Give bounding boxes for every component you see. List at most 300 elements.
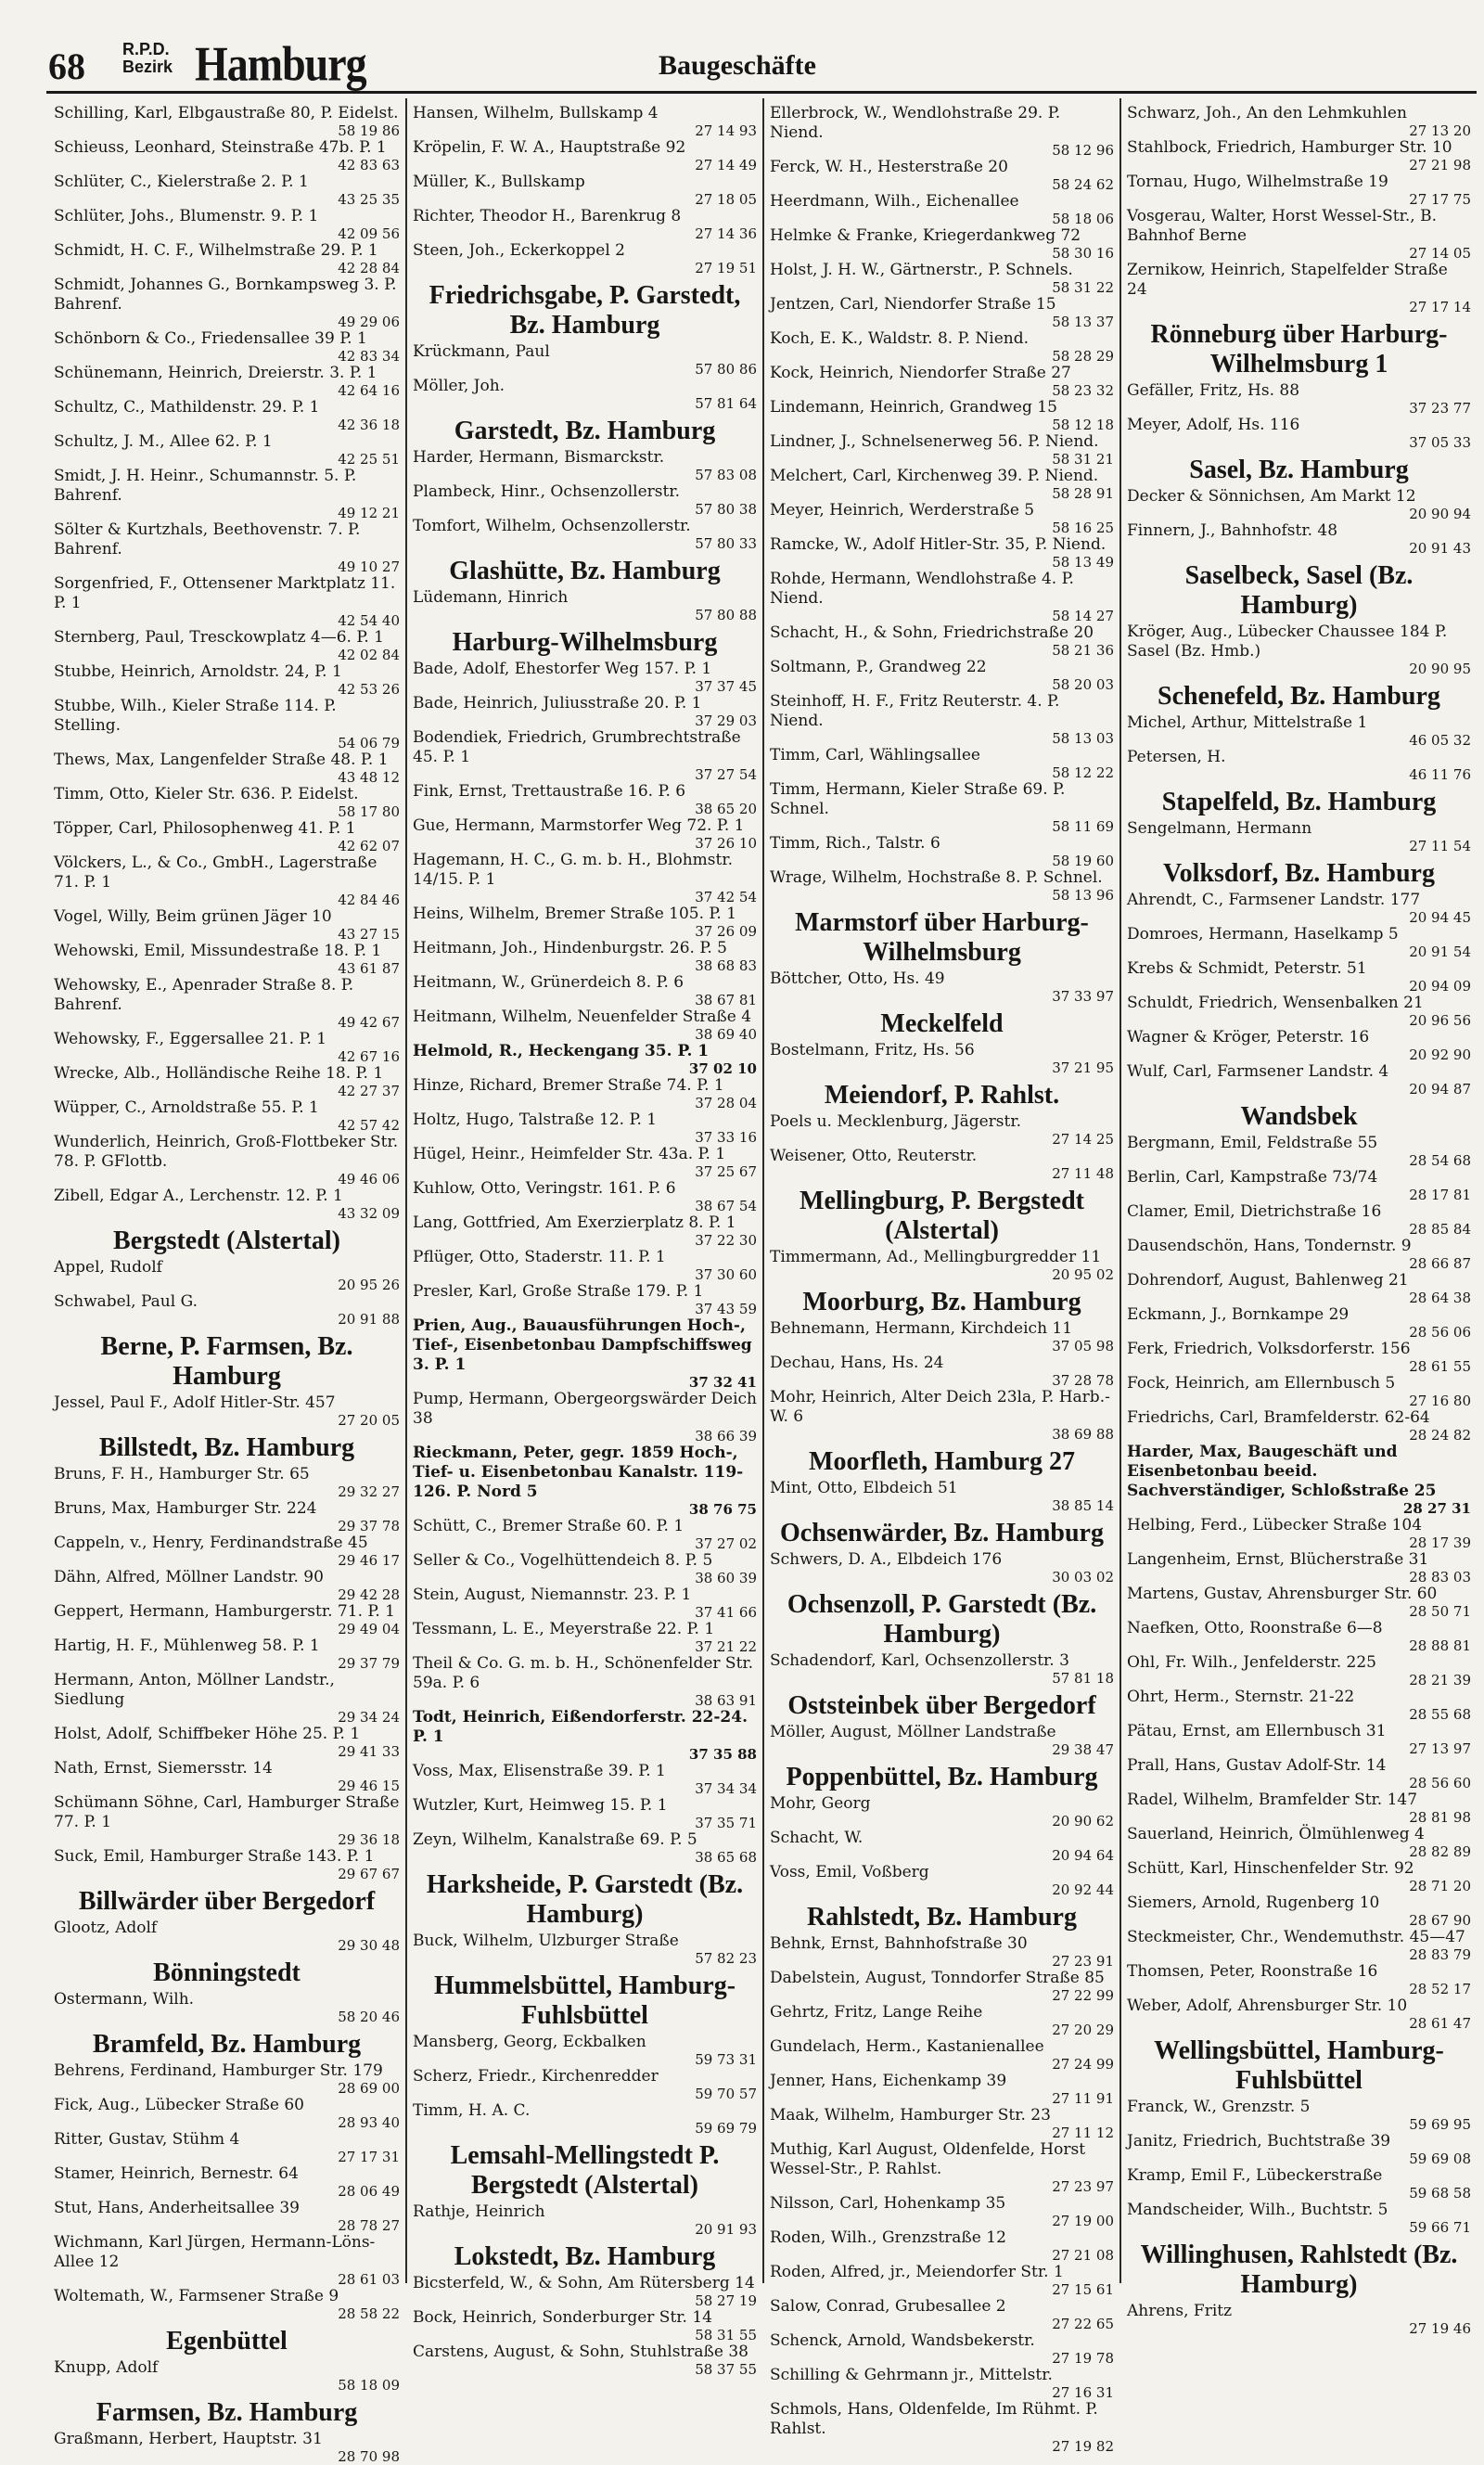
listing-entry (770, 1147, 1114, 1181)
listing-entry (413, 104, 757, 138)
directory-columns (48, 98, 1477, 2465)
locality-heading: Marmstorf über Harburg-Wilhelmsburg (795, 908, 1089, 967)
listing-text: Clamer, Emil, Dietrichstraße 16 (1127, 1202, 1382, 1221)
listing-entry (413, 2308, 757, 2343)
phone-number: 27 17 75 (1409, 191, 1471, 208)
listing-text: Stein, August, Niemannstr. 23. P. 1 (413, 1586, 692, 1604)
phone-number: 58 13 49 (1052, 554, 1114, 571)
phone-number: 59 66 71 (1409, 2219, 1471, 2236)
listing-text: Prall, Hans, Gustav Adolf-Str. 14 (1127, 1756, 1387, 1775)
listing-text: Schacht, H., & Sohn, Friedrichstraße 20 (770, 623, 1094, 642)
listing-text: Ohl, Fr. Wilh., Jenfelderstr. 225 (1127, 1653, 1376, 1672)
phone-number: 37 30 60 (695, 1266, 757, 1283)
locality-heading: Bramfeld, Bz. Hamburg (92, 2030, 362, 2059)
phone-number: 37 22 30 (695, 1232, 757, 1249)
phone-number: 28 83 03 (1409, 1569, 1471, 1586)
listing-entry (1127, 713, 1471, 748)
phone-number: 27 22 99 (1052, 1987, 1114, 2004)
listing-entry (413, 1213, 757, 1248)
locality-heading: Hummelsbüttel, Hamburg-Fuhlsbüttel (433, 1971, 736, 2030)
listing-entry (54, 662, 400, 697)
phone-number: 49 12 21 (338, 505, 400, 521)
phone-number: 28 71 20 (1409, 1878, 1471, 1894)
phone-number: 37 23 77 (1409, 400, 1471, 417)
listing-entry (54, 467, 400, 520)
listing-entry (1127, 138, 1471, 173)
listing-entry (770, 2072, 1114, 2106)
phone-number: 57 80 38 (695, 501, 757, 518)
phone-number: 43 27 15 (338, 926, 400, 943)
listing-entry (413, 1586, 757, 1620)
listing-text: Carstens, August, & Sohn, Stuhlstraße 38 (413, 2343, 748, 2361)
listing-entry (1127, 173, 1471, 207)
listing-text: Behnemann, Hermann, Kirchdeich 11 (770, 1319, 1073, 1338)
listing-text: Steen, Joh., Eckerkoppel 2 (413, 241, 626, 260)
listing-entry (770, 329, 1114, 364)
listing-text: Ferck, W. H., Hesterstraße 20 (770, 158, 1008, 176)
listing-text: Sternberg, Paul, Tresckowplatz 4—6. P. 1 (54, 628, 384, 647)
listing-text: Schenck, Arnold, Wandsbekerstr. (770, 2331, 1035, 2350)
listing-text: Helmke & Franke, Kriegerdankweg 72 (770, 226, 1081, 245)
listing-entry (770, 104, 1114, 158)
phone-number: 37 41 66 (695, 1604, 757, 1621)
listing-entry (1127, 623, 1471, 676)
listing-entry (54, 1465, 400, 1499)
listing-entry (1127, 1962, 1471, 1996)
listing-entry (1127, 1585, 1471, 1619)
listing-text: Zibell, Edgar A., Lerchenstr. 12. P. 1 (54, 1187, 343, 1205)
listing-entry (54, 574, 400, 628)
listing-text: Pätau, Ernst, am Ellernbusch 31 (1127, 1722, 1387, 1740)
listing-entry (413, 2101, 757, 2136)
listing-entry (770, 1319, 1114, 1354)
listing-entry (54, 1637, 400, 1671)
phone-number: 37 33 16 (695, 1129, 757, 1146)
listing-entry (1127, 1202, 1471, 1237)
listing-text: Salow, Conrad, Grubesallee 2 (770, 2297, 1006, 2316)
listing-entry (413, 1708, 757, 1762)
listing-entry (1127, 1756, 1471, 1791)
listing-entry (1127, 1443, 1471, 1516)
listing-entry (1127, 1028, 1471, 1062)
phone-number: 57 83 08 (695, 467, 757, 483)
phone-number: 58 28 29 (1052, 348, 1114, 365)
phone-number: 58 30 16 (1052, 245, 1114, 262)
listing-text: Schlüter, Johs., Blumenstr. 9. P. 1 (54, 207, 319, 225)
locality-heading: Meckelfeld (880, 1009, 1004, 1038)
listing-text: Krebs & Schmidt, Peterstr. 51 (1127, 959, 1367, 978)
phone-number: 28 82 89 (1409, 1843, 1471, 1860)
listing-text: Krückmann, Paul (413, 342, 550, 361)
listing-text: Tornau, Hugo, Wilhelmstraße 19 (1127, 173, 1388, 191)
listing-text: Stubbe, Wilh., Kieler Straße 114. P. Stelling. (54, 697, 337, 735)
listing-entry (770, 2106, 1114, 2140)
listing-text: Kock, Heinrich, Niendorfer Straße 27 (770, 364, 1071, 382)
listing-entry (54, 1064, 400, 1098)
locality-heading: Sasel, Bz. Hamburg (1189, 456, 1409, 484)
phone-number: 28 24 82 (1409, 1427, 1471, 1444)
phone-number: 58 21 36 (1052, 642, 1114, 659)
listing-text: Bodendiek, Friedrich, Grumbrechtstraße 45. P. 1 (413, 728, 741, 766)
listing-text: Schmidt, Johannes G., Bornkampsweg 3. P. Bahrenf. (54, 276, 397, 314)
phone-number: 28 17 39 (1409, 1534, 1471, 1551)
listing-entry (54, 364, 400, 398)
listing-entry (770, 2331, 1114, 2366)
listing-text: Eckmann, J., Bornkampe 29 (1127, 1305, 1350, 1324)
listing-text: Heitmann, W., Grünerdeich 8. P. 6 (413, 973, 684, 992)
phone-number: 37 27 02 (695, 1535, 757, 1552)
listing-entry (54, 1919, 400, 1953)
listing-entry (770, 192, 1114, 226)
listing-text: Hügel, Heinr., Heimfelder Str. 43a. P. 1 (413, 1145, 726, 1163)
listing-entry (413, 1316, 757, 1390)
listing-text: Jentzen, Carl, Niendorfer Straße 15 (770, 295, 1056, 314)
column-2 (405, 98, 762, 2378)
locality-heading: Oststeinbek über Bergedorf (787, 1691, 1096, 1720)
phone-number: 29 38 47 (1052, 1741, 1114, 1758)
listing-entry (770, 1794, 1114, 1829)
phone-number: 58 11 69 (1052, 818, 1114, 835)
listing-text: Fink, Ernst, Trettaustraße 16. P. 6 (413, 782, 686, 801)
listing-entry (1127, 994, 1471, 1028)
listing-entry (413, 2033, 757, 2067)
listing-text: Heitmann, Wilhelm, Neuenfelder Straße 4 (413, 1008, 752, 1026)
phone-number: 27 11 54 (1409, 838, 1471, 854)
listing-text: Kuhlow, Otto, Veringstr. 161. P. 6 (413, 1179, 676, 1198)
listing-text: Ahrendt, C., Farmsener Landstr. 177 (1127, 891, 1421, 909)
listing-entry (413, 1248, 757, 1282)
listing-text: Sölter & Kurtzhals, Beethovenstr. 7. P. Bahrenf. (54, 520, 361, 558)
locality-heading: Schenefeld, Bz. Hamburg (1158, 682, 1440, 711)
listing-entry (54, 854, 400, 907)
locality-heading: Friedrichsgabe, P. Garstedt, Bz. Hamburg (429, 281, 741, 340)
listing-entry (770, 535, 1114, 570)
page-header (0, 0, 1484, 93)
phone-number: 38 76 75 (688, 1501, 757, 1518)
listing-entry (1127, 1688, 1471, 1722)
phone-number: 58 13 37 (1052, 314, 1114, 330)
phone-number: 58 31 55 (695, 2327, 757, 2343)
phone-number: 43 48 12 (338, 769, 400, 786)
phone-number: 29 46 15 (338, 1778, 400, 1794)
listing-entry (1127, 521, 1471, 556)
listing-text: Wehowski, Emil, Missundestraße 18. P. 1 (54, 942, 382, 960)
listing-text: Schünemann, Heinrich, Dreierstr. 3. P. 1 (54, 364, 377, 382)
listing-text: Timm, Otto, Kieler Str. 636. P. Eidelst. (54, 785, 359, 803)
listing-text: Dohrendorf, August, Bahlenweg 21 (1127, 1271, 1409, 1290)
listing-entry (1127, 819, 1471, 854)
listing-entry (1127, 261, 1471, 315)
listing-text: Prien, Aug., Bauausführungen Hoch-, Tief-, Eisenbetonbau Dampfschiffsweg 3. P. 1 (413, 1316, 752, 1374)
listing-text: Berlin, Carl, Kampstraße 73/74 (1127, 1168, 1378, 1187)
listing-entry (54, 398, 400, 432)
phone-number: 37 25 67 (695, 1163, 757, 1180)
listing-entry (54, 819, 400, 854)
listing-entry (1127, 1928, 1471, 1962)
phone-number: 43 61 87 (338, 960, 400, 977)
listing-entry (770, 1829, 1114, 1863)
phone-number: 58 27 19 (695, 2292, 757, 2309)
listing-text: Geppert, Hermann, Hamburgerstr. 71. P. 1 (54, 1602, 395, 1621)
phone-number: 28 55 68 (1409, 1706, 1471, 1723)
district-label (122, 41, 173, 76)
phone-number: 20 94 87 (1409, 1081, 1471, 1098)
listing-text: Pump, Hermann, Obergeorgswärder Deich 38 (413, 1390, 757, 1428)
listing-entry (54, 1847, 400, 1881)
phone-number: 42 57 42 (338, 1117, 400, 1134)
listing-entry (1127, 1859, 1471, 1894)
listing-entry (1127, 2201, 1471, 2235)
phone-number: 20 92 44 (1052, 1881, 1114, 1898)
listing-entry (1127, 1894, 1471, 1928)
listing-entry (413, 1042, 757, 1076)
listing-text: Tomfort, Wilhelm, Ochsenzollerstr. (413, 517, 691, 535)
phone-number: 29 37 79 (338, 1655, 400, 1672)
listing-entry (413, 2343, 757, 2377)
listing-entry (413, 2202, 757, 2237)
listing-entry (1127, 1619, 1471, 1653)
listing-text: Timm, Rich., Talstr. 6 (770, 834, 940, 853)
phone-number: 57 80 86 (695, 361, 757, 378)
listing-entry (1127, 1271, 1471, 1305)
listing-entry (770, 1041, 1114, 1075)
listing-entry (413, 517, 757, 551)
phone-number: 37 42 54 (695, 889, 757, 905)
listing-text: Soltmann, P., Grandweg 22 (770, 658, 987, 676)
listing-entry (1127, 1550, 1471, 1585)
listing-entry (770, 1112, 1114, 1147)
listing-entry (413, 377, 757, 411)
listing-text: Smidt, J. H. Heinr., Schumannstr. 5. P. Bahrenf. (54, 467, 357, 505)
phone-number: 28 61 55 (1409, 1358, 1471, 1375)
listing-text: Finnern, J., Bahnhofstr. 48 (1127, 521, 1338, 540)
listing-entry (413, 1390, 757, 1444)
listing-text: Wehowsky, F., Eggersallee 21. P. 1 (54, 1030, 327, 1048)
locality-heading: Ochsenzoll, P. Garstedt (Bz. Hamburg) (787, 1590, 1097, 1649)
listing-text: Rohde, Hermann, Wendlohstraße 4. P. Niend. (770, 570, 1074, 608)
column-1 (48, 98, 405, 2465)
listing-entry (413, 1008, 757, 1042)
phone-number: 29 36 18 (338, 1831, 400, 1848)
phone-number: 28 83 79 (1409, 1946, 1471, 1963)
listing-entry (770, 432, 1114, 467)
listing-entry (413, 2274, 757, 2308)
listing-text: Schütt, Karl, Hinschenfelder Str. 92 (1127, 1859, 1414, 1878)
listing-entry (1127, 1791, 1471, 1825)
listing-entry (54, 1258, 400, 1292)
phone-number: 27 15 61 (1052, 2281, 1114, 2298)
listing-entry (770, 158, 1114, 192)
phone-number: 27 23 97 (1052, 2178, 1114, 2195)
listing-text: Schwers, D. A., Elbdeich 176 (770, 1550, 1003, 1569)
phone-number: 28 17 81 (1409, 1187, 1471, 1203)
phone-number: 27 13 97 (1409, 1740, 1471, 1757)
locality-heading: Meiendorf, P. Rahlst. (824, 1081, 1060, 1110)
phone-number: 29 30 48 (338, 1937, 400, 1954)
listing-text: Franck, W., Grenzstr. 5 (1127, 2098, 1311, 2116)
listing-text: Harder, Max, Baugeschäft und Eisenbetonbau beeid. Sachverständiger, Schloßstraße 25 (1127, 1443, 1437, 1500)
listing-text: Mint, Otto, Elbdeich 51 (770, 1479, 958, 1497)
phone-number: 20 90 95 (1409, 661, 1471, 677)
listing-text: Bergmann, Emil, Feldstraße 55 (1127, 1134, 1378, 1152)
phone-number: 28 78 27 (338, 2217, 400, 2234)
listing-entry (413, 1762, 757, 1796)
phone-number: 42 64 16 (338, 382, 400, 399)
phone-number: 27 19 46 (1409, 2320, 1471, 2337)
listing-text: Harder, Hermann, Bismarckstr. (413, 448, 665, 467)
listing-text: Jessel, Paul F., Adolf Hitler-Str. 457 (54, 1393, 336, 1412)
listing-text: Bruns, Max, Hamburger Str. 224 (54, 1499, 317, 1518)
phone-number: 29 32 27 (338, 1483, 400, 1500)
listing-text: Buck, Wilhelm, Ulzburger Straße (413, 1932, 679, 1950)
listing-text: Gehrtz, Fritz, Lange Reihe (770, 2003, 983, 2022)
phone-number: 37 28 78 (1052, 1372, 1114, 1389)
listing-text: Schlüter, C., Kielerstraße 2. P. 1 (54, 173, 309, 191)
listing-entry (413, 173, 757, 207)
column-4 (1119, 98, 1477, 2337)
listing-text: Hagemann, H. C., G. m. b. H., Blohmstr. 14/15. P. 1 (413, 851, 733, 889)
listing-text: Weber, Adolf, Ahrensburger Str. 10 (1127, 1996, 1408, 2015)
listing-text: Stahlbock, Friedrich, Hamburger Str. 10 (1127, 138, 1452, 157)
listing-text: Schacht, W. (770, 1829, 864, 1847)
listing-text: Hartig, H. F., Mühlenweg 58. P. 1 (54, 1637, 320, 1655)
phone-number: 38 66 39 (695, 1428, 757, 1444)
listing-text: Friedrichs, Carl, Bramfelderstr. 62-64 (1127, 1408, 1430, 1427)
listing-entry (770, 2037, 1114, 2072)
listing-entry (770, 1354, 1114, 1388)
rpd-label: R.P.D. (122, 40, 170, 58)
listing-text: Michel, Arthur, Mittelstraße 1 (1127, 713, 1368, 732)
listing-text: Schümann Söhne, Carl, Hamburger Straße 77. P. 1 (54, 1793, 400, 1831)
listing-entry (770, 834, 1114, 868)
listing-entry (1127, 1168, 1471, 1202)
listing-entry (413, 694, 757, 728)
phone-number: 54 06 79 (338, 735, 400, 751)
listing-text: Roden, Alfred, jr., Meiendorfer Str. 1 (770, 2263, 1064, 2281)
listing-text: Sauerland, Heinrich, Ölmühlenweg 4 (1127, 1825, 1425, 1843)
locality-heading: Billstedt, Bz. Hamburg (98, 1433, 355, 1462)
listing-text: Kramp, Emil F., Lübeckerstraße (1127, 2166, 1383, 2185)
phone-number: 38 63 91 (695, 1692, 757, 1709)
phone-number: 58 31 21 (1052, 451, 1114, 468)
listing-text: Bruns, F. H., Hamburger Str. 65 (54, 1465, 310, 1483)
phone-number: 37 21 22 (695, 1638, 757, 1655)
phone-number: 43 25 35 (338, 191, 400, 208)
listing-entry (413, 660, 757, 694)
listing-text: Lindner, J., Schnelsenerweg 56. P. Niend. (770, 432, 1099, 451)
listing-entry (770, 364, 1114, 398)
phone-number: 37 35 88 (688, 1746, 757, 1763)
listing-text: Wunderlich, Heinrich, Groß-Flottbeker Str. 78. P. GFlottb. (54, 1133, 399, 1171)
listing-entry (770, 2297, 1114, 2331)
listing-entry (770, 1388, 1114, 1442)
listing-text: Bade, Heinrich, Juliusstraße 20. P. 1 (413, 694, 702, 713)
phone-number: 37 34 34 (695, 1780, 757, 1797)
listing-text: Presler, Karl, Große Straße 179. P. 1 (413, 1282, 704, 1301)
listing-entry (770, 1479, 1114, 1513)
phone-number: 37 02 10 (688, 1060, 757, 1077)
listing-text: Schwabel, Paul G. (54, 1292, 198, 1311)
listing-text: Mansberg, Georg, Eckbalken (413, 2033, 646, 2051)
listing-text: Schieuss, Leonhard, Steinstraße 47b. P. 1 (54, 138, 387, 157)
listing-text: Ritter, Gustav, Stühm 4 (54, 2130, 240, 2149)
phone-number: 38 67 54 (695, 1198, 757, 1214)
listing-entry (1127, 487, 1471, 521)
listing-text: Schönborn & Co., Friedensallee 39 P. 1 (54, 329, 367, 348)
phone-number: 27 13 20 (1409, 122, 1471, 139)
phone-number: 37 26 10 (695, 835, 757, 852)
listing-entry (54, 697, 400, 751)
phone-number: 38 65 68 (695, 1849, 757, 1866)
listing-entry (54, 1759, 400, 1793)
listing-entry (54, 1098, 400, 1133)
listing-text: Sorgenfried, F., Ottensener Marktplatz 11. P. 1 (54, 574, 396, 612)
listing-text: Schilling, Karl, Elbgaustraße 80, P. Eidelst. (54, 104, 399, 122)
listing-text: Wrage, Wilhelm, Hochstraße 8. P. Schnel. (770, 868, 1103, 887)
phone-number: 27 16 80 (1409, 1393, 1471, 1409)
phone-number: 28 06 49 (338, 2183, 400, 2200)
phone-number: 58 28 91 (1052, 485, 1114, 502)
listing-entry (54, 276, 400, 329)
listing-entry (54, 1292, 400, 1327)
listing-text: Graßmann, Herbert, Hauptstr. 31 (54, 2430, 323, 2448)
listing-text: Roden, Wilh., Grenzstraße 12 (770, 2228, 1006, 2247)
phone-number: 37 35 71 (695, 1815, 757, 1831)
listing-text: Richter, Theodor H., Barenkrug 8 (413, 207, 682, 225)
phone-number: 29 37 78 (338, 1518, 400, 1534)
listing-text: Ferk, Friedrich, Volksdorferstr. 156 (1127, 1340, 1411, 1358)
listing-entry (413, 1796, 757, 1830)
listing-entry (413, 588, 757, 623)
phone-number: 57 80 88 (695, 607, 757, 623)
listing-text: Suck, Emil, Hamburger Straße 143. P. 1 (54, 1847, 375, 1866)
listing-entry (1127, 1134, 1471, 1168)
listing-text: Stut, Hans, Anderheitsallee 39 (54, 2199, 300, 2217)
phone-number: 28 50 71 (1409, 1603, 1471, 1620)
listing-text: Schultz, C., Mathildenstr. 29. P. 1 (54, 398, 320, 417)
phone-number: 27 17 31 (338, 2149, 400, 2165)
listing-text: Bostelmann, Fritz, Hs. 56 (770, 1041, 975, 1059)
listing-entry (54, 1793, 400, 1847)
phone-number: 57 80 33 (695, 535, 757, 552)
listing-text: Lang, Gottfried, Am Exerzierplatz 8. P. 1 (413, 1213, 736, 1232)
listing-text: Plambeck, Hinr., Ochsenzollerstr. (413, 482, 680, 501)
phone-number: 38 60 39 (695, 1570, 757, 1586)
listing-text: Langenheim, Ernst, Blücherstraße 31 (1127, 1550, 1429, 1569)
listing-entry (413, 1179, 757, 1213)
locality-heading: Lokstedt, Bz. Hamburg (454, 2242, 716, 2271)
listing-text: Radel, Wilhelm, Bramfelder Str. 147 (1127, 1791, 1418, 1809)
locality-heading: Garstedt, Bz. Hamburg (454, 417, 716, 445)
listing-text: Heins, Wilhelm, Bremer Straße 105. P. 1 (413, 905, 737, 923)
phone-number: 28 93 40 (338, 2114, 400, 2131)
listing-entry (770, 398, 1114, 432)
listing-entry (1127, 891, 1471, 925)
listing-text: Lindemann, Heinrich, Grandweg 15 (770, 398, 1057, 417)
listing-entry (770, 1723, 1114, 1757)
locality-heading: Wandsbek (1240, 1102, 1358, 1131)
listing-text: Gundelach, Herm., Kastanienallee (770, 2037, 1044, 2056)
listing-entry (54, 329, 400, 364)
listing-entry (1127, 207, 1471, 261)
listing-text: Holst, Adolf, Schiffbeker Höhe 25. P. 1 (54, 1725, 361, 1743)
listing-entry (54, 1133, 400, 1187)
listing-text: Ahrens, Fritz (1127, 2302, 1233, 2320)
listing-text: Schadendorf, Karl, Ochsenzollerstr. 3 (770, 1651, 1069, 1670)
listing-text: Steckmeister, Chr., Wendemuthstr. 45—47 (1127, 1928, 1465, 1946)
listing-text: Holst, J. H. W., Gärtnerstr., P. Schnels. (770, 261, 1073, 279)
phone-number: 57 82 23 (695, 1950, 757, 1967)
